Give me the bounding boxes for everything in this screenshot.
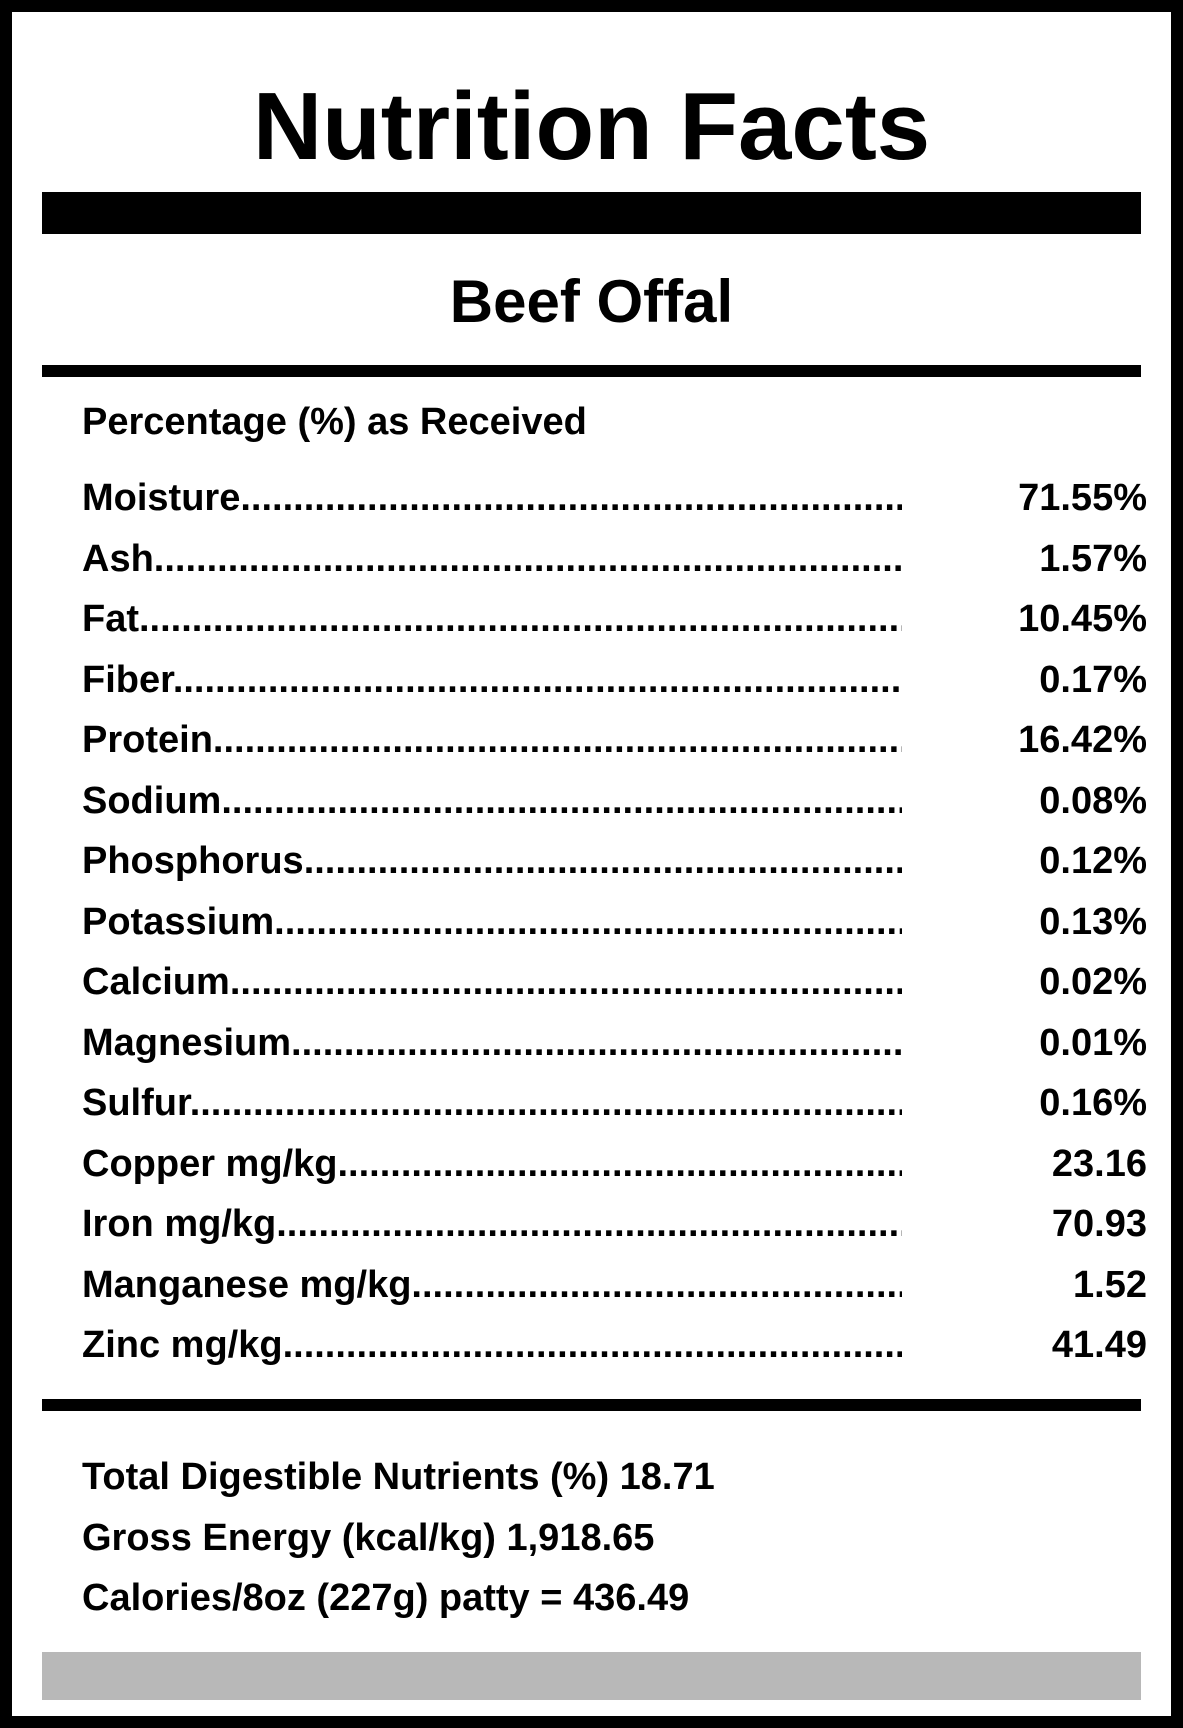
thick-divider xyxy=(42,192,1141,234)
nutrient-value: 70.93 xyxy=(1051,1203,1147,1245)
nutrient-name: Phosphorus ..... xyxy=(82,835,902,887)
footer-bar xyxy=(42,1652,1141,1700)
nutrient-name: Sodium ..... xyxy=(82,775,902,827)
nutrient-value: 10.45% xyxy=(1018,598,1147,640)
nutrient-name: Sulfur ..... xyxy=(82,1077,902,1129)
section-heading: Percentage (%) as Received xyxy=(82,401,587,443)
nutrient-row-copper xyxy=(82,1138,1147,1199)
nutrient-row-potassium xyxy=(82,896,1147,957)
nutrient-list xyxy=(82,472,1147,1380)
nutrient-name: Fiber ..... xyxy=(82,654,902,706)
nutrient-value: 0.12% xyxy=(1039,840,1147,882)
nutrient-name: Ash ..... xyxy=(82,533,902,585)
nutrient-name: Moisture ..... xyxy=(82,472,902,524)
nutrient-row-ash xyxy=(82,533,1147,594)
nutrient-row-phosphorus xyxy=(82,835,1147,896)
nutrient-row-sodium xyxy=(82,775,1147,836)
nutrient-value: 0.16% xyxy=(1039,1082,1147,1124)
nutrient-name: Manganese mg/kg ..... xyxy=(82,1259,902,1311)
nutrient-value: 1.52 xyxy=(1073,1263,1147,1306)
nutrient-row-fat xyxy=(82,593,1147,654)
nutrient-value: 0.13% xyxy=(1039,900,1147,943)
nutrient-row-manganese xyxy=(82,1259,1147,1320)
nutrient-value: 23.16 xyxy=(1051,1142,1147,1185)
nutrient-name: Zinc mg/kg ..... xyxy=(82,1319,902,1371)
nutrient-value: 0.17% xyxy=(1039,658,1147,701)
nutrient-name: Potassium ..... xyxy=(82,896,902,948)
nutrient-row-protein xyxy=(82,714,1147,775)
label-title: Nutrition Facts xyxy=(252,73,931,180)
gross-energy-line: Gross Energy (kcal/kg) 1,918.65 xyxy=(82,1516,655,1559)
nutrient-row-fiber xyxy=(82,654,1147,715)
nutrient-row-zinc xyxy=(82,1319,1147,1380)
nutrient-name: Protein ..... xyxy=(82,714,902,766)
nutrient-row-calcium xyxy=(82,956,1147,1017)
nutrient-row-iron xyxy=(82,1198,1147,1259)
nutrient-name: Fat ..... xyxy=(82,593,902,645)
tdn-line: Total Digestible Nutrients (%) 18.71 xyxy=(82,1456,715,1498)
bottom-divider xyxy=(42,1399,1141,1411)
energy-summary xyxy=(82,1447,715,1629)
nutrient-value: 1.57% xyxy=(1039,537,1147,580)
nutrient-value: 0.01% xyxy=(1039,1021,1147,1064)
calories-line: Calories/8oz (227g) patty = 436.49 xyxy=(82,1577,690,1619)
nutrient-name: Copper mg/kg ..... xyxy=(82,1138,902,1190)
nutrient-row-sulfur xyxy=(82,1077,1147,1138)
nutrient-value: 0.08% xyxy=(1039,779,1147,822)
nutrient-name: Magnesium ..... xyxy=(82,1017,902,1069)
medium-divider xyxy=(42,365,1141,377)
nutrient-row-moisture xyxy=(82,472,1147,533)
nutrient-value: 16.42% xyxy=(1018,719,1147,761)
nutrient-row-magnesium xyxy=(82,1017,1147,1078)
nutrient-value: 41.49 xyxy=(1051,1324,1147,1366)
product-name: Beef Offal xyxy=(449,268,734,335)
nutrient-value: 71.55% xyxy=(1018,477,1147,519)
nutrient-value: 0.02% xyxy=(1039,961,1147,1003)
nutrient-name: Iron mg/kg ..... xyxy=(82,1198,902,1250)
nutrient-name: Calcium ..... xyxy=(82,956,902,1008)
